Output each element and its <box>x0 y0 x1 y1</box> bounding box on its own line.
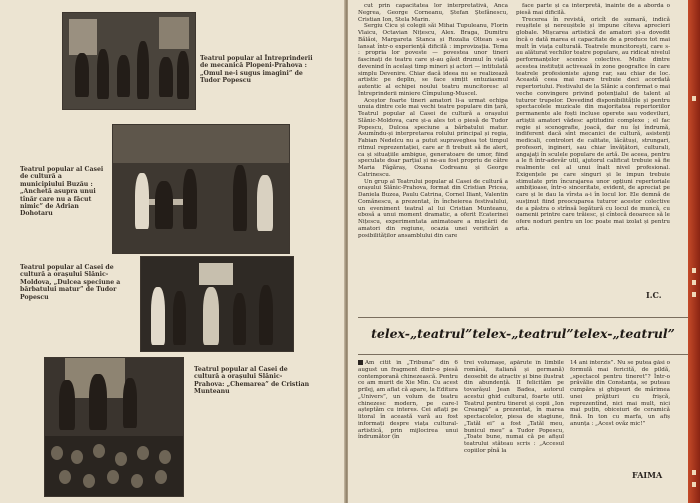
telex-item: Am citit în „Tribuna” din 6 august un fragment dintr-o piesă contemporană chinezească. Pentru ce am murit de Xie Min. Cu acest prilej, am aflat că apare, la Editura „Univers”, un volum de teatru chinezesc modern, pe care-l așteptăm cu interes. Cei aflați pe litoral în această vară au fost informați despre viața cultural-artistică, prin mijlocirea unui îndrumător (în <box>358 360 458 441</box>
article-paragraph: cut prin capacitatea lor interpretativă, Anca Negrea, George Corneanu, Ștefan Ștefănescu, Cristian Ion, Stela Marin. <box>358 3 508 23</box>
telex-column-1 <box>358 360 458 500</box>
article-paragraph: Trecerea în revistă, oricît de sumară, indică reușitele și nereușitele și impune cîteva aprecieri globale. Mișcarea artistică de amatori și-a dovedit încă o dată marea ei capacitate de a produce tot mai mult în viața culturală. Teatrele muncitorești, care s-au alăturat vechilor teatre populare, au ridicat nivelul performanțelor scenice colective. Multe dintre acestea instituții activează în zone geografice în care teatrele profesioniste ajung rar, sau chiar de loc. Această ceea mai mare trebuie deci acordată repertoriului. Festivalul de la Slănic a confirmat o mai veche convingere privind potențialul de talent al tuturor trupelor. Dovedind disponibilitățile și pentru spectacolele muzicale din majoritatea repertoriilor permanente ale foști incluse operete sau vodeviluri, artiștii amatori vădesc aptitudini complexe ; el fac regie și scenografie, joacă, dar nu își îndrumă, indiferent dacă sînt mecanici de cultură, asistenți medicali, controlori de calitate, lăcătuși, strungari, profesori, ingineri, sau chiar învățători, culturali, angajați în sculele populare de artă. De aceea, pentru a le fi într-adevăr util, ajutorul calificat trebuie să fie realmente cel al unui înalt nivel profesional. Exigențele pe care singuri și le impun trebuie stimulate prin încurajarea unor opțiuni repertoriale ambițioase, într-o sinceritate, evident, de apreciat pe care și le dau la vîrsta a-i în locul lor. Ele demnă de susținut fiind preocuparea tuturor acestor colective de a păstra o strînsă legătură cu locul de muncă, cu oamenii printre care trăiesc, și cîntecă deoarece să le ofere noduri pentru un loc poate mai izolat și pentru arta. <box>516 16 670 232</box>
article-paragraph: face parte și ca interpretă, înainte de a aborda o piesă mai dificilă. <box>516 3 670 16</box>
photo-buzau-theatre <box>112 124 290 254</box>
article-column-1 <box>358 3 508 301</box>
telex-item: 14 ani interzis”. Nu se putea găsi o formulă mai fericită, de pildă, „spectacol pentru tineret”? Într-o prăvălie din Constanța, se puteau cumpăra și ghipsuri de mărimea unei prăjituri cu frișcă, reprezentînd, nici mai mult, nici mai puțin, obiceiuri de ceramică fină. In ton cu marfa, un afiș anunța : „Acest ovăz mic!” <box>570 360 670 427</box>
bullet-icon <box>358 360 363 365</box>
telex-item: trei volumașe, apărute în limbile română, italiană și germană) deosebit de atractiv și bine ilustrat din abundență. II felicităm pe tovarășul Jean Badea, autorul acestui ghid cultural, foarte util. Teatrul pentru tineret și copii „Ion Creangă” a prezentat, în marea spectacolelor, piesa de stagiune, „Tatăl ei” a fost „Tatăl meu, bunicul meu” a Tudor Popescu, „Toate bune, numai că pe afișul teatrului stăteau scris : „Accesul copiilor pînă la <box>464 360 564 454</box>
telex-title: telex-„teatrul”telex-„teatrul”telex-„teatrul” <box>371 326 675 341</box>
right-page <box>348 0 700 503</box>
telex-column-3 <box>570 360 670 470</box>
caption-plopeni: Teatrul popular al Întreprinderii de mecanică Plopeni-Prahova : „Omul ne-i sugus imagini” de Tudor Popescu <box>200 55 313 85</box>
article-paragraph: Un grup al Teatrului popular al Casei de cultură a orașului Slănic-Prahova, format din Cristian Pricea, Daniela Buzea, Paulu Catrina, Cornel Iliant, Valentin Comănescu, a prezentat, în încheierea festivalului, un eveniment teatral al lui Cristian Munteanu, ebosă a unui moment dramatic, a oferit Ecaterinei Nițescu, experimentata animatoare a mișcării de amatori din regiune, ocazia unei verificări a posibilităților ansamblului din care <box>358 178 508 239</box>
caption-buzau: Teatrul popular al Casei de cultură a municipiului Buzău : „Anchetă asupra unui tînăr care nu a făcut nimic” de Adrian Dohotaru <box>20 166 104 218</box>
telex-signature: FAIMA <box>632 470 663 480</box>
book-cover-edge <box>688 0 700 503</box>
left-page <box>0 0 345 503</box>
article-paragraph: Sergiu Cicu și colegii săi Mihai Tupuleanu, Florin Vlaicu, Octavian Nițescu, Alex. Braga, Dumitru Bălăoi, Margareta Stanca și Rozalia Oltean s-au lansat într-o experiență dificilă : improvizația. Tema : propria lor poveste — povestea unor tineri fascinați de teatru care și-au găsit drumul în viață devenind în același timp mineri și actori — intitulată simplu Devenire. Chiar dacă ideea nu se realizează artistic pe deplin, se face simțit entuziasmul autentic al echipei noului teatru muncitoresc al Întreprinderii miniere Cîmpulung-Muscel. <box>358 23 508 97</box>
caption-slanic-moldova: Teatrul popular al Casei de cultură a orașului Slănic-Moldova, „Dulcea speciune a bărbatului matur” de Tudor Popescu <box>20 264 121 301</box>
article-signature: I.C. <box>646 290 662 300</box>
caption-slanic-prahova: Teatrul popular al Casei de cultură a orașului Slănic-Prahova: „Chemarea” de Cristian Munteanu <box>194 366 310 396</box>
telex-header-band <box>358 317 688 355</box>
article-paragraph: Aceștor foarte tineri amatori li-a urmat echipa unuia dintre cele mai vechi teatre populare din țară, Teatrul popular al Casei de cultură a orașului Slănic-Moldova, care și-a ales tot o piesă de Tudor Popescu, Dulcea speciune a bărbatului matur. Asumîndu-și interpretarea rolului principal și regia, Fabian Nedelcu nu a putut supraveghea tot timpul ritmul reprezentației, care ar fi trebuit să fie alert, ca și situațiile ambigue, generatoare de umor, fiind speculate doar parțial și ne-au fost propriu de către Maria Făgăraș, Oxana Codreanu și George Catrinescu. <box>358 97 508 178</box>
photo-plopeni-theatre <box>62 12 196 110</box>
photo-slanic-moldova-theatre <box>140 256 294 352</box>
article-column-2 <box>516 3 670 275</box>
photo-slanic-prahova-theatre <box>44 357 184 497</box>
telex-column-2 <box>464 360 564 500</box>
